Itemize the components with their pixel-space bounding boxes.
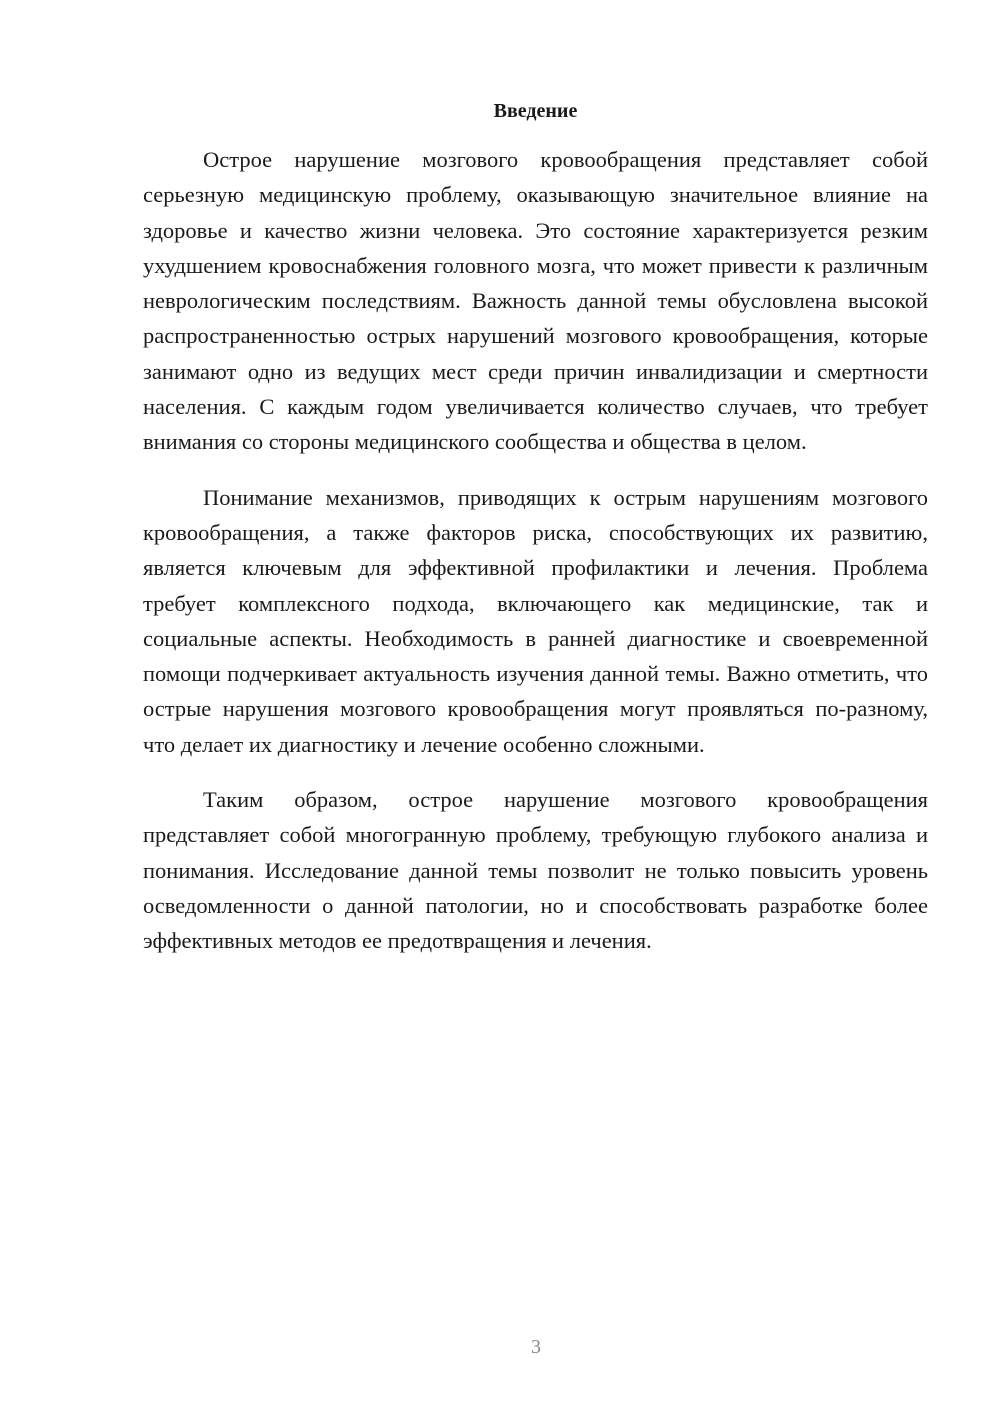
paragraph-1: Острое нарушение мозгового кровообращения представляет собой серьезную медицинскую проблему, оказывающую значительное влияние на здоровье и качество жизни человека. Это состояние характеризуется резким ухудшением кровоснабжения головного мозга, что может привести к различным неврологическим последствиям. Важность данной темы обусловлена высокой распространенностью острых нарушений мозгового кровообращения, которые занимают одно из ведущих мест среди причин инвалидизации и смертности населения. С каждым годом увеличивается количество случаев, что требует внимания со стороны медицинского сообщества и общества в целом. (143, 147, 928, 455)
section-heading: Введение (493, 100, 578, 122)
page-number: 3 (531, 1336, 541, 1358)
paragraph-3: Таким образом, острое нарушение мозгового кровообращения представляет собой многогранную проблему, требующую глубокого анализа и понимания. Исследование данной темы позволит не только повысить уровень осведомленности о данной патологии, но и способствовать разработке более эффективных методов ее предотвращения и лечения. (143, 787, 928, 954)
body-text (143, 142, 928, 959)
paragraph-2: Понимание механизмов, приводящих к острым нарушениям мозгового кровообращения, а также факторов риска, способствующих их развитию, является ключевым для эффективной профилактики и лечения. Проблема требует комплексного подхода, включающего как медицинские, так и социальные аспекты. Необходимость в ранней диагностике и своевременной помощи подчеркивает актуальность изучения данной темы. Важно отметить, что острые нарушения мозгового кровообращения могут проявляться по-разному, что делает их диагностику и лечение особенно сложными. (143, 484, 928, 757)
